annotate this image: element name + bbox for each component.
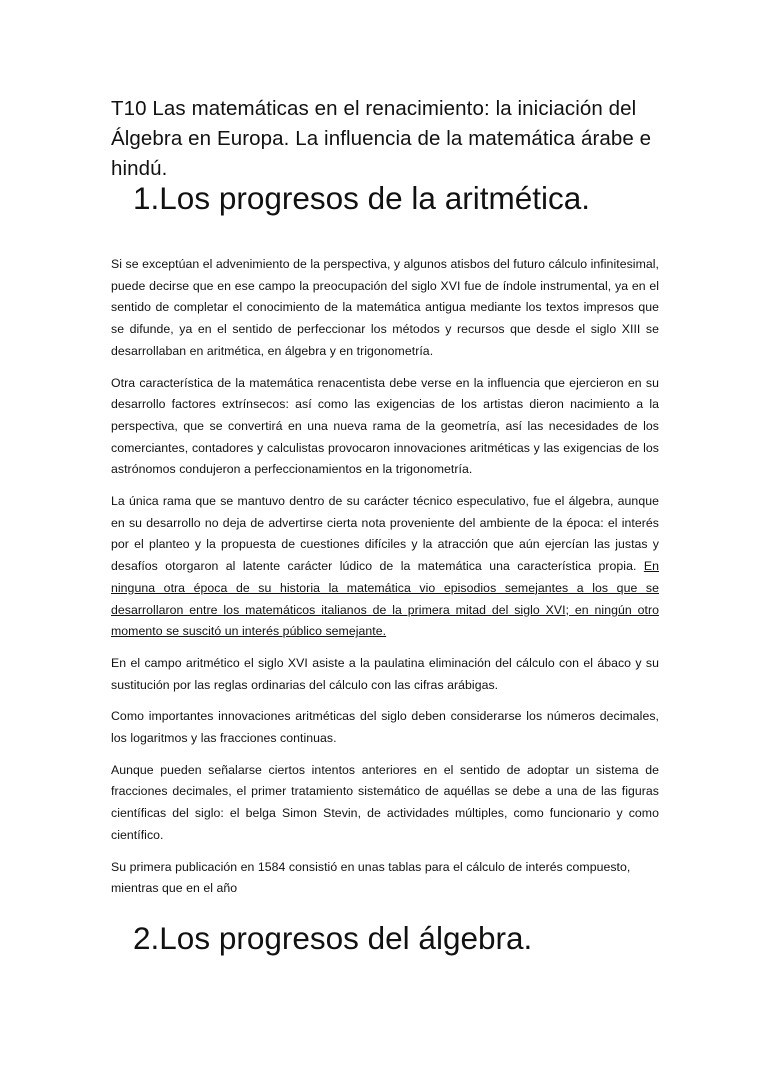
paragraph-text: La única rama que se mantuvo dentro de su carácter técnico especulativo, fue el álgebra, aunque en su desarrollo no deja de advertirse cierta nota proveniente del ambiente de la época: el interés por el planteo y la propuesta de cuestiones difíciles y la atracción que aún ejercían las justas y desafíos otorgaron al latente carácter lúdico de la matemática una característica propia. [111, 494, 659, 574]
paragraph [111, 491, 659, 643]
paragraph: En el campo aritmético el siglo XVI asiste a la paulatina eliminación del cálculo con el ábaco y su sustitución por las reglas ordinarias del cálculo con las cifras arábigas. [111, 655, 659, 692]
paragraph: Su primera publicación en 1584 consistió en unas tablas para el cálculo de interés compuesto, mientras que en el año [111, 859, 631, 896]
section-title: Los progresos del álgebra. [159, 920, 533, 956]
section-number: 2. [133, 920, 160, 956]
section-heading-arithmetic [133, 179, 590, 217]
paragraph: Si se exceptúan el advenimiento de la perspectiva, y algunos atisbos del futuro cálculo infinitesimal, puede decirse que en ese campo la preocupación del siglo XVI fue de índole instrumental, ya en el sentido de completar el conocimiento de la matemática antigua mediante los textos impresos que se difunde, ya en el sentido de perfeccionar los métodos y recursos que desde el siglo XIII se desarrollaban en aritmética, en álgebra y en trigonometría. [111, 257, 659, 358]
paragraph: Otra característica de la matemática renacentista debe verse en la influencia que ejercieron en su desarrollo factores extrínsecos: así como las exigencias de los artistas dieron nacimiento a la perspectiva, que se convertirá en una nueva rama de la geometría, así las necesidades de los comerciantes, contadores y calculistas provocaron innovaciones aritméticas y las exigencias de los astrónomos condujeron a perfeccionamientos en la trigonometría. [111, 375, 659, 477]
paragraph: Como importantes innovaciones aritméticas del siglo deben considerarse los números decimales, los logaritmos y las fracciones continuas. [111, 709, 659, 746]
section-title: Los progresos de la aritmética. [159, 180, 590, 216]
section-body [111, 254, 659, 910]
document-title: T10 Las matemáticas en el renacimiento: la iniciación del Álgebra en Europa. La influencia de la matemática árabe e hindú. [111, 97, 652, 180]
section-heading-algebra [133, 919, 532, 957]
section-number: 1. [133, 180, 160, 216]
paragraph: Aunque pueden señalarse ciertos intentos anteriores en el sentido de adoptar un sistema de fracciones decimales, el primer tratamiento sistemático de aquéllas se debe a una de las figuras científicas del siglo: el belga Simon Stevin, de actividades múltiples, como funcionario y como científico. [111, 762, 659, 842]
underlined-passage: En ninguna otra época de su historia la matemática vio episodios semejantes a los que se desarrollaron entre los matemáticos italianos de la primera mitad del siglo XVI; en ningún otro momento se suscitó un interés público semejante. [111, 559, 659, 639]
